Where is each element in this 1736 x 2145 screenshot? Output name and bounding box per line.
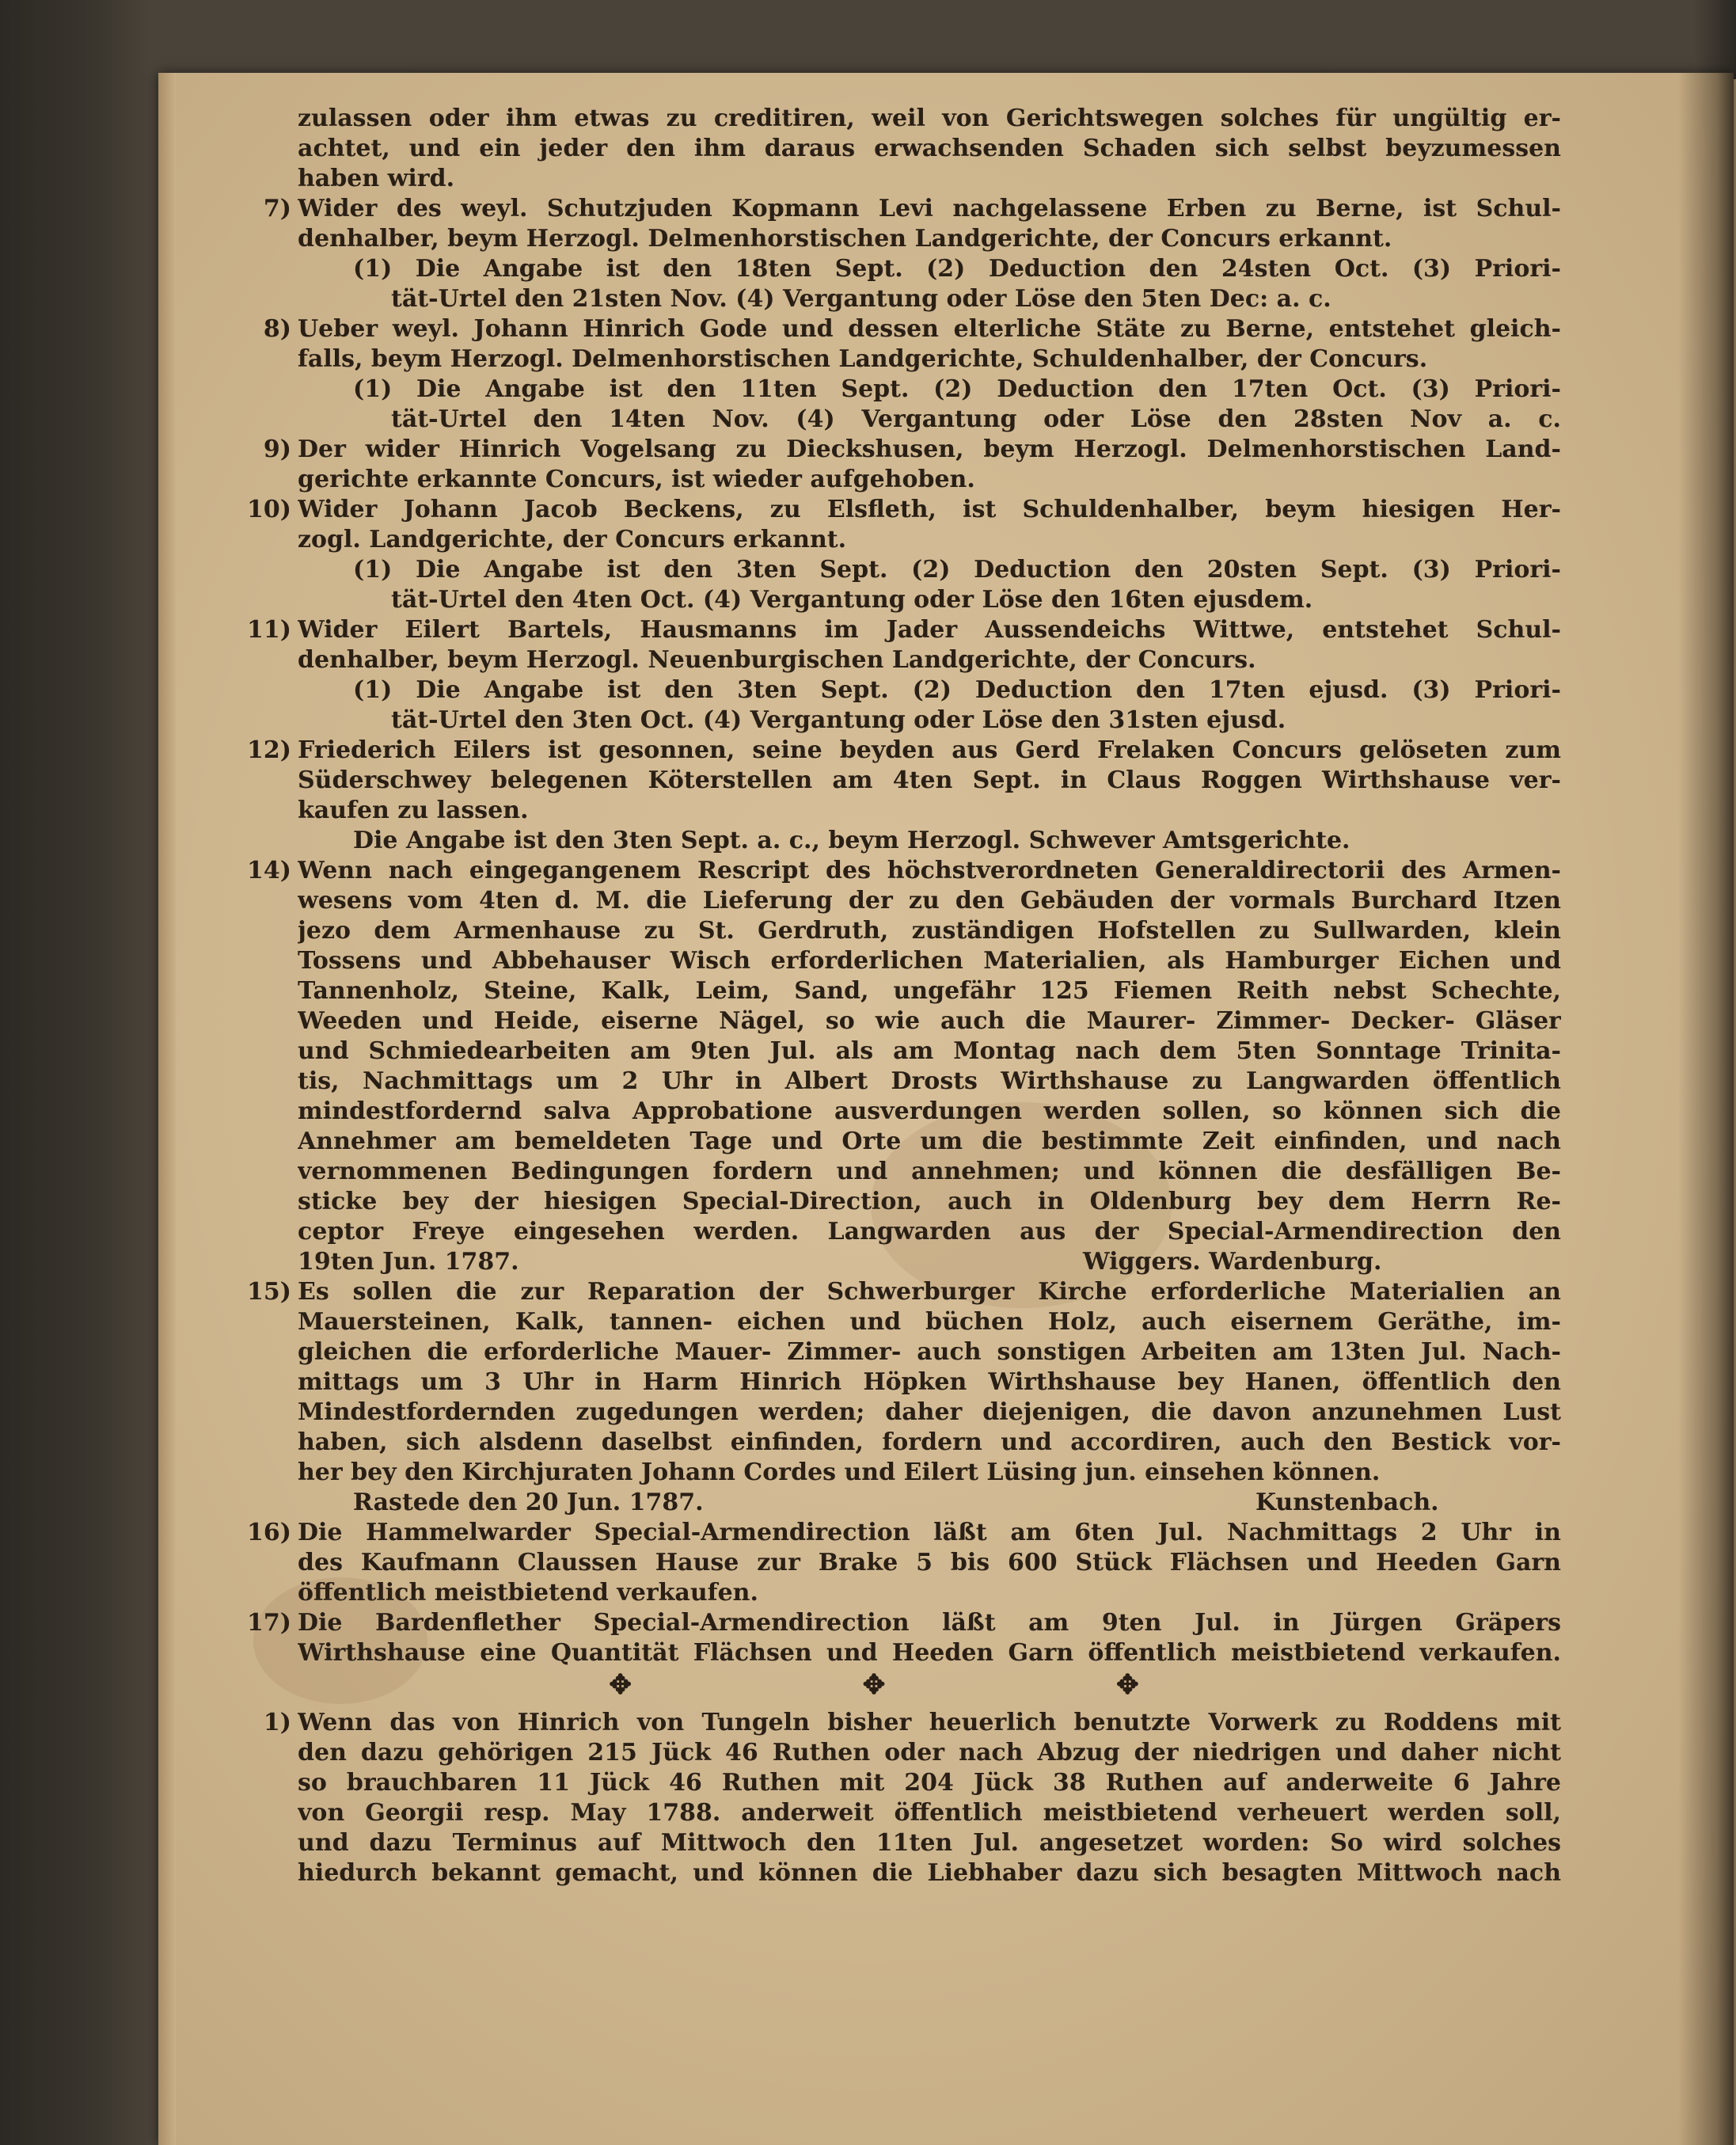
ornament-divider: ✥ ✥ ✥ xyxy=(609,1669,1250,1701)
item-number: 17) xyxy=(247,1609,291,1637)
signature: Kunstenbach. xyxy=(1255,1489,1439,1516)
text-line: Rastede den 20 Jun. 1787. xyxy=(353,1489,704,1516)
text-line: Wider des weyl. Schutzjuden Kopmann Levi nachgelassene Erben zu Berne, ist Schul- xyxy=(298,195,1561,222)
text-line: Annehmer am bemeldeten Tage und Orte um die bestimmte Zeit einfinden, und nach xyxy=(298,1128,1561,1155)
text-line: den dazu gehörigen 215 Jück 46 Ruthen oder nach Abzug der niedrigen und daher nicht xyxy=(298,1739,1561,1767)
text-line: Wenn das von Hinrich von Tungeln bisher heuerlich benutzte Vorwerk zu Roddens mit xyxy=(298,1709,1561,1736)
page-text xyxy=(247,103,1561,2130)
text-line: sticke bey der hiesigen Special-Direction, auch in Oldenburg bey dem Herrn Re- xyxy=(298,1188,1561,1215)
text-line: Tannenholz, Steine, Kalk, Leim, Sand, ungefähr 125 Fiemen Reith nebst Schechte, xyxy=(298,977,1561,1005)
text-line: zogl. Landgerichte, der Concurs erkannt. xyxy=(298,526,847,553)
text-line: Es sollen die zur Reparation der Schwerburger Kirche erforderliche Materialien an xyxy=(298,1278,1561,1306)
text-line: Tossens und Abbehauser Wisch erforderlichen Materialien, als Hamburger Eichen und xyxy=(298,947,1561,975)
text-line: so brauchbaren 11 Jück 46 Ruthen mit 204 Jück 38 Ruthen auf anderweite 6 Jahre xyxy=(298,1769,1561,1797)
item-number: 16) xyxy=(247,1519,291,1546)
text-line: und Schmiedearbeiten am 9ten Jul. als am Montag nach dem 5ten Sonntage Trinita- xyxy=(298,1037,1561,1065)
text-line: Wirthshause eine Quantität Flächsen und Heeden Garn öffentlich meistbietend verkaufen. xyxy=(298,1639,1561,1667)
text-line: des Kaufmann Claussen Hause zur Brake 5 bis 600 Stück Flächsen und Heeden Garn xyxy=(298,1549,1561,1576)
text-line: ceptor Freye eingesehen werden. Langwarden aus der Special-Armendirection den xyxy=(298,1218,1561,1246)
text-line: Die Hammelwarder Special-Armendirection läßt am 6ten Jul. Nachmittags 2 Uhr in xyxy=(298,1519,1561,1546)
signature: Wiggers. Wardenburg. xyxy=(1083,1248,1382,1276)
text-line: gerichte erkannte Concurs, ist wieder aufgehoben. xyxy=(298,466,975,493)
page-gutter-shadow xyxy=(1678,73,1734,2145)
text-line: tät-Urtel den 3ten Oct. (4) Vergantung oder Löse den 31sten ejusd. xyxy=(391,706,1286,734)
item-number: 10) xyxy=(247,496,291,523)
item-number: 8) xyxy=(263,315,291,343)
text-line: Wider Eilert Bartels, Hausmanns im Jader Aussendeichs Wittwe, entstehet Schul- xyxy=(298,616,1561,644)
text-line: jezo dem Armenhause zu St. Gerdruth, zuständigen Hofstellen zu Sullwarden, klein xyxy=(298,917,1561,945)
text-line: falls, beym Herzogl. Delmenhorstischen Landgerichte, Schuldenhalber, der Concurs. xyxy=(298,345,1428,373)
text-line: tät-Urtel den 4ten Oct. (4) Vergantung oder Löse den 16ten ejusdem. xyxy=(391,586,1313,614)
text-line: (1) Die Angabe ist den 11ten Sept. (2) Deduction den 17ten Oct. (3) Priori- xyxy=(353,375,1561,403)
item-number: 9) xyxy=(263,435,291,463)
text-line: haben, sich alsdenn daselbst einfinden, fordern und accordiren, auch den Bestick vor- xyxy=(298,1428,1561,1456)
text-line: tät-Urtel den 14ten Nov. (4) Vergantung oder Löse den 28sten Nov a. c. xyxy=(391,405,1561,433)
item-number: 15) xyxy=(247,1278,291,1306)
item-number: 7) xyxy=(263,195,291,222)
text-line: Weeden und Heide, eiserne Nägel, so wie auch die Maurer- Zimmer- Decker- Gläser xyxy=(298,1007,1561,1035)
text-line: Süderschwey belegenen Köterstellen am 4ten Sept. in Claus Roggen Wirthshause ver- xyxy=(298,766,1561,794)
text-line: von Georgii resp. May 1788. anderweit öffentlich meistbietend verheuert werden soll, xyxy=(298,1799,1561,1827)
text-line: wesens vom 4ten d. M. die Lieferung der zu den Gebäuden der vormals Burchard Itzen xyxy=(298,887,1561,915)
text-line: denhalber, beym Herzogl. Neuenburgischen Landgerichte, der Concurs. xyxy=(298,646,1256,674)
text-line: tät-Urtel den 21sten Nov. (4) Vergantung oder Löse den 5ten Dec: a. c. xyxy=(391,285,1331,313)
text-line: kaufen zu lassen. xyxy=(298,797,529,824)
text-line: Die Bardenflether Special-Armendirection läßt am 9ten Jul. in Jürgen Gräpers xyxy=(298,1609,1561,1637)
item-number: 12) xyxy=(247,736,291,764)
text-line: tis, Nachmittags um 2 Uhr in Albert Drosts Wirthshause zu Langwarden öffentlich xyxy=(298,1067,1561,1095)
text-line: denhalber, beym Herzogl. Delmenhorstischen Landgerichte, der Concurs erkannt. xyxy=(298,225,1392,253)
text-line: und dazu Terminus auf Mittwoch den 11ten Jul. angesetzet worden: So wird solches xyxy=(298,1829,1561,1857)
text-line: zulassen oder ihm etwas zu creditiren, weil von Gerichtswegen solches für ungültig er- xyxy=(298,105,1561,132)
text-line: mittags um 3 Uhr in Harm Hinrich Höpken Wirthshause bey Hanen, öffentlich den xyxy=(298,1368,1561,1396)
text-line: hiedurch bekannt gemacht, und können die Liebhaber dazu sich besagten Mittwoch nach xyxy=(298,1859,1561,1887)
text-line: haben wird. xyxy=(298,165,455,192)
text-line: achtet, und ein jeder den ihm daraus erwachsenden Schaden sich selbst beyzumessen xyxy=(298,135,1561,162)
item-number: 1) xyxy=(263,1709,291,1736)
text-line: (1) Die Angabe ist den 3ten Sept. (2) Deduction den 17ten ejusd. (3) Priori- xyxy=(353,676,1561,704)
text-line: gleichen die erforderliche Mauer- Zimmer- auch sonstigen Arbeiten am 13ten Jul. Nach- xyxy=(298,1338,1561,1366)
text-line: Die Angabe ist den 3ten Sept. a. c., beym Herzogl. Schwever Amtsgerichte. xyxy=(353,827,1350,854)
text-line: 19ten Jun. 1787. xyxy=(298,1248,519,1276)
text-line: öffentlich meistbietend verkaufen. xyxy=(298,1579,758,1607)
text-line: Mindestfordernden zugedungen werden; daher diejenigen, die davon anzunehmen Lust xyxy=(298,1398,1561,1426)
text-line: (1) Die Angabe ist den 18ten Sept. (2) Deduction den 24sten Oct. (3) Priori- xyxy=(353,255,1561,283)
text-line: Wider Johann Jacob Beckens, zu Elsfleth, ist Schuldenhalber, beym hiesigen Her- xyxy=(298,496,1561,523)
text-line: mindestfordernd salva Approbatione ausverdungen werden sollen, so können sich die xyxy=(298,1097,1561,1125)
text-line: Wenn nach eingegangenem Rescript des höchstverordneten Generaldirectorii des Armen- xyxy=(298,857,1561,884)
text-line: Mauersteinen, Kalk, tannen- eichen und büchen Holz, auch eisernem Geräthe, im- xyxy=(298,1308,1561,1336)
text-line: Friederich Eilers ist gesonnen, seine beyden aus Gerd Frelaken Concurs gelöseten zum xyxy=(298,736,1561,764)
text-line: (1) Die Angabe ist den 3ten Sept. (2) Deduction den 20sten Sept. (3) Priori- xyxy=(353,556,1561,584)
item-number: 11) xyxy=(247,616,291,644)
text-line: her bey den Kirchjuraten Johann Cordes und Eilert Lüsing jun. einsehen können. xyxy=(298,1459,1381,1486)
text-line: vernommenen Bedingungen fordern und annehmen; und können die desfälligen Be- xyxy=(298,1158,1561,1185)
item-number: 14) xyxy=(247,857,291,884)
text-line: Ueber weyl. Johann Hinrich Gode und dessen elterliche Stäte zu Berne, entstehet gleich- xyxy=(298,315,1561,343)
text-line: Der wider Hinrich Vogelsang zu Dieckshusen, beym Herzogl. Delmenhorstischen Land- xyxy=(298,435,1561,463)
